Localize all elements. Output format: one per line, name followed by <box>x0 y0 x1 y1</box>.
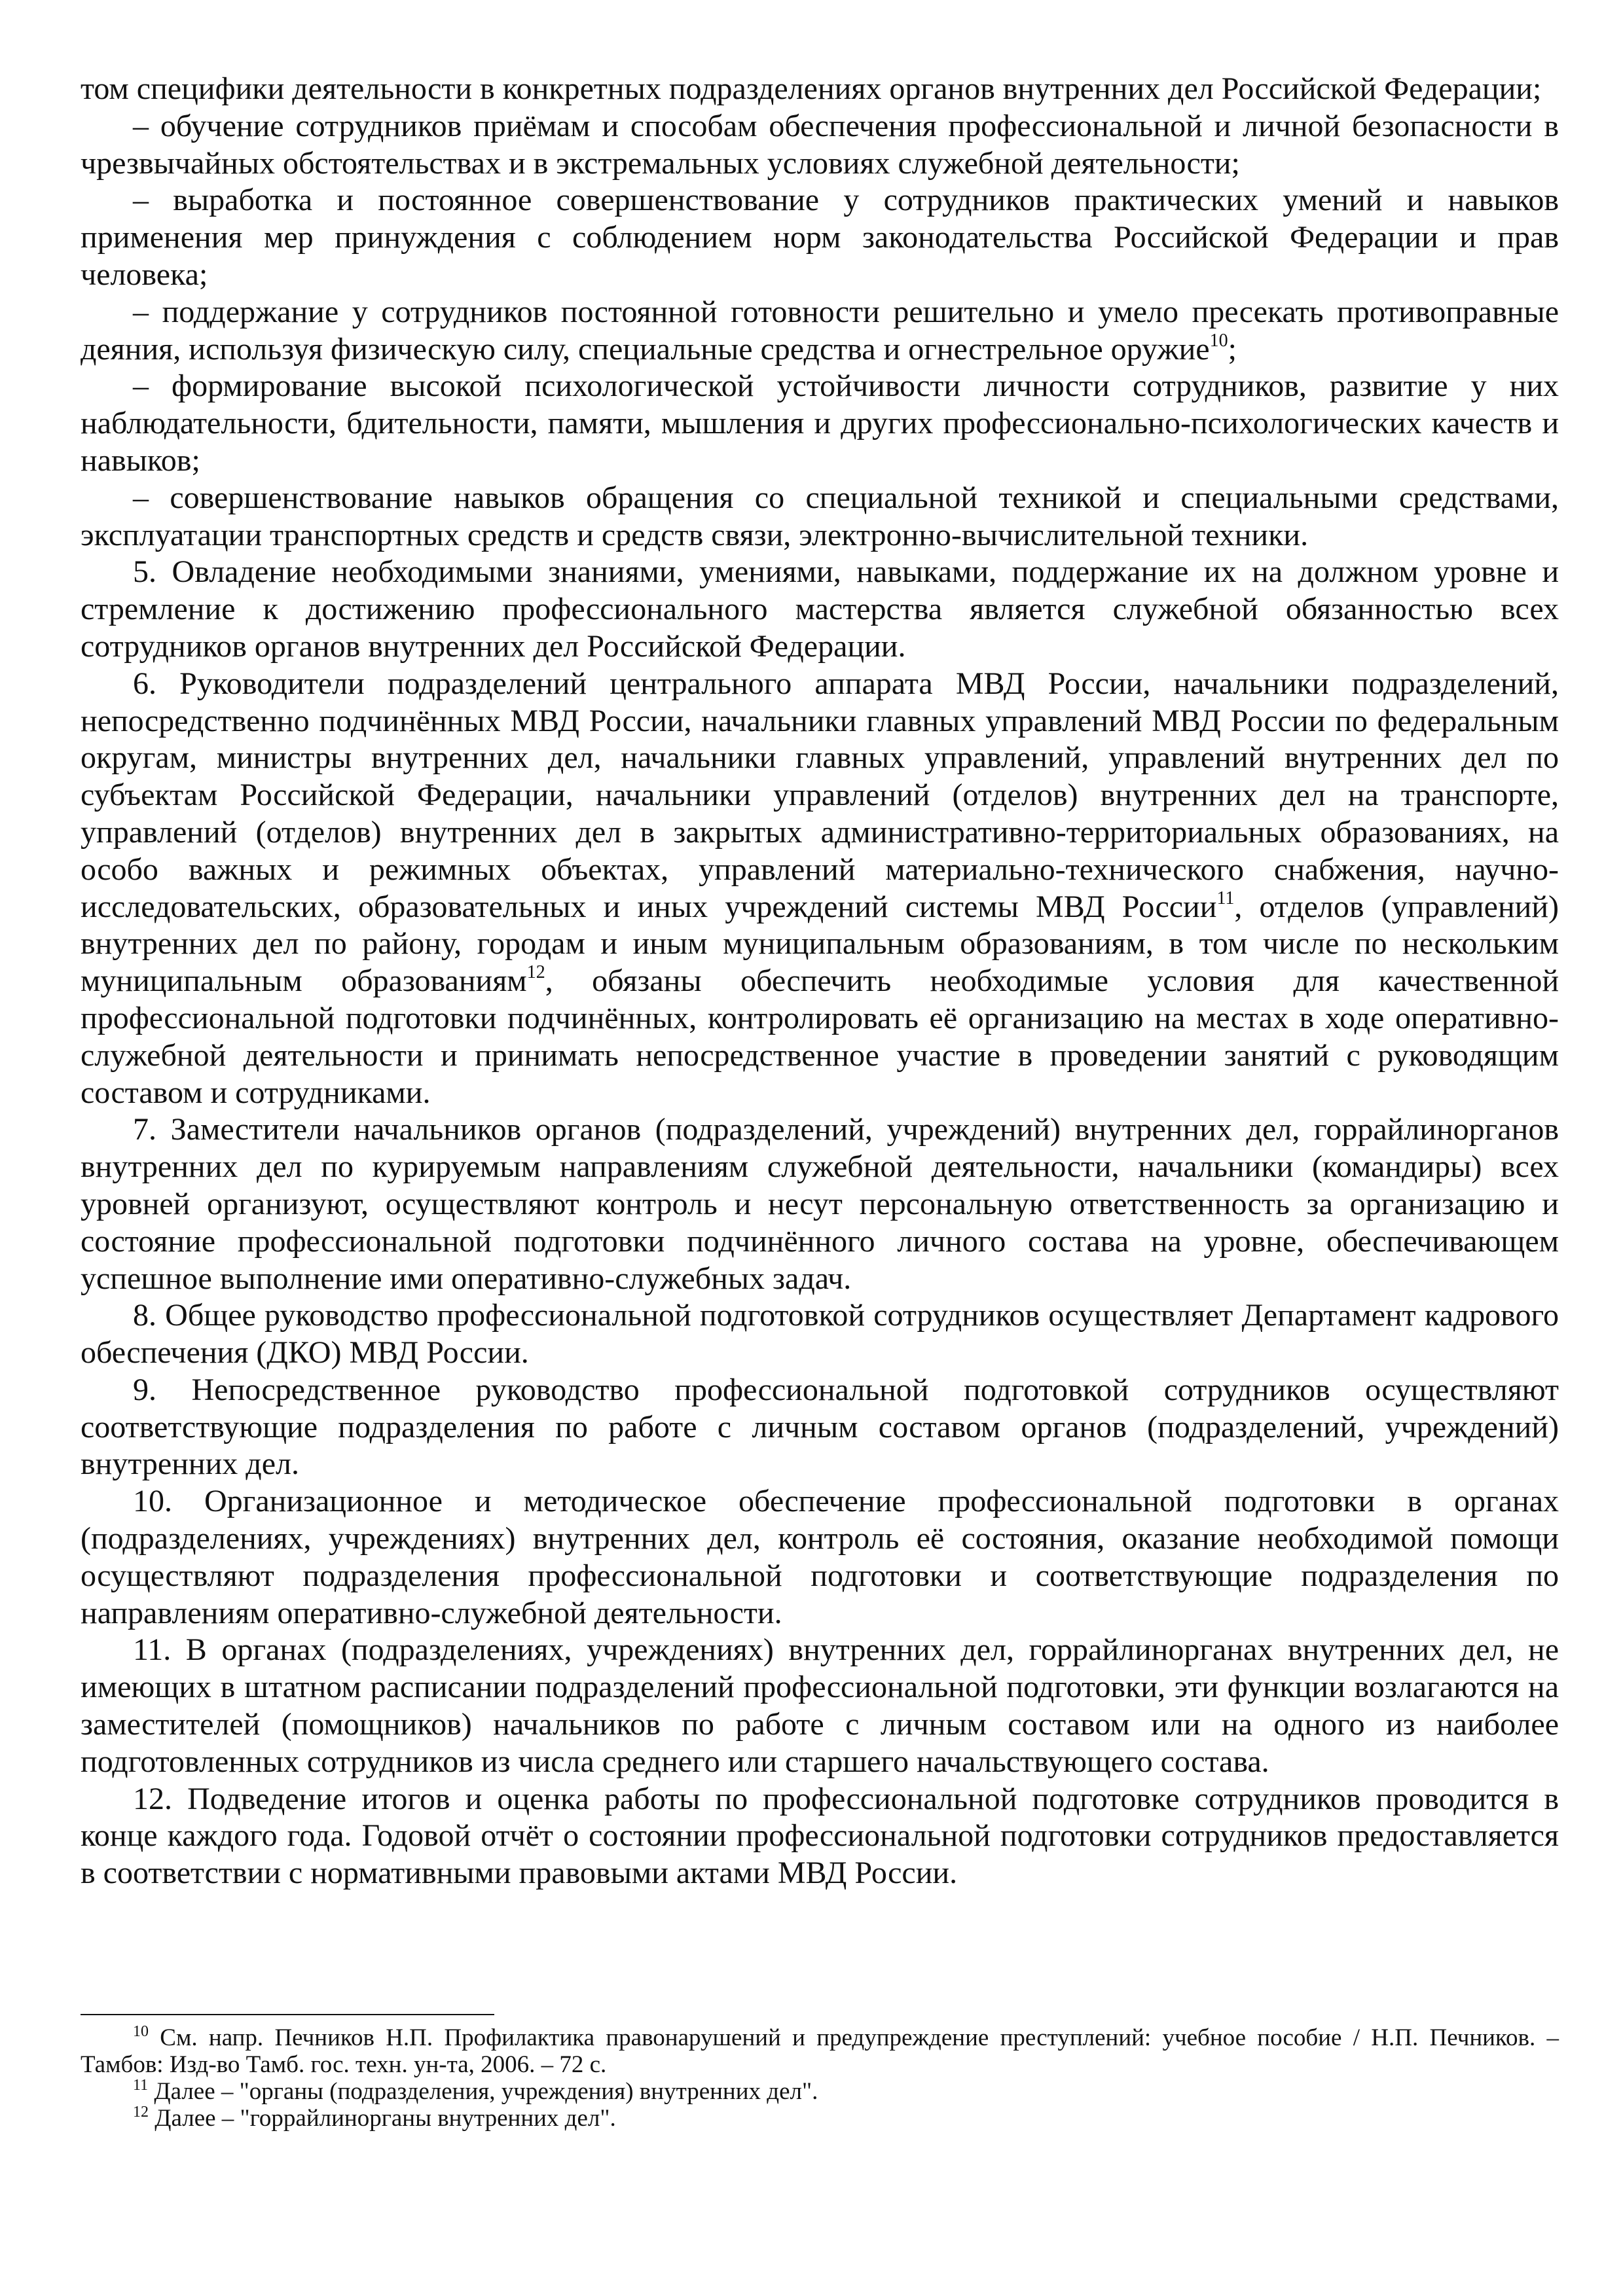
paragraph-9: 9. Непосредственное руководство профессиональной подготовкой сотрудников осуществляют соответствующие подразделения по работе с личным составом органов (подразделений, учреждений) внутренних дел. <box>81 1372 1559 1482</box>
paragraph-6-part-b: , отделов (управлений) внутренних дел по району, городам и иным муниципальным образованиям, в том числе по нескольким муниципальным образованиям <box>81 889 1559 999</box>
list-item-safety-training: – обучение сотрудников приёмам и способам обеспечения профессиональной и личной безопасности в чрезвычайных обстоятельствах и в экстремальных условиях служебной деятельности; <box>81 108 1559 181</box>
punctuation: ; <box>1228 331 1237 367</box>
paragraph-11: 11. В органах (подразделениях, учреждениях) внутренних дел, горрайлинорганах внутренних дел, не имеющих в штатном расписании подразделений профессиональной подготовки, эти функции возлагаются на заместителей (помощников) начальников по работе с личным составом или на одного из наиболее подготовленных сотрудников из числа среднего или старшего начальствующего состава. <box>81 1632 1559 1779</box>
paragraph-8: 8. Общее руководство профессиональной подготовкой сотрудников осуществляет Департамент кадрового обеспечения (ДКО) МВД России. <box>81 1298 1559 1371</box>
list-item-coercion-skills: – выработка и постоянное совершенствование у сотрудников практических умений и навыков применения мер принуждения с соблюдением норм законодательства Российской Федерации и прав человека; <box>81 183 1559 292</box>
footnote-ref-12[interactable]: 12 <box>526 962 545 983</box>
paragraph-7: 7. Заместители начальников органов (подразделений, учреждений) внутренних дел, горрайлинорганов внутренних дел по курируемым направлениям служебной деятельности, начальники (командиры) всех уровней организуют, осуществляют контроль и несут персональную ответственность за организацию и состояние профессиональной подготовки подчинённого личного состава на уровне, обеспечивающем успешное выполнение ими оперативно-служебных задач. <box>81 1112 1559 1296</box>
footnote-ref-10[interactable]: 10 <box>1209 330 1228 351</box>
footnote-ref-11[interactable]: 11 <box>1216 888 1235 908</box>
footnote-12 <box>81 2105 1559 2132</box>
footnote-separator <box>81 2014 494 2015</box>
paragraph-5: 5. Овладение необходимыми знаниями, умениями, навыками, поддержание их на должном уровне и стремление к достижению профессионального мастерства является служебной обязанностью всех сотрудников органов внутренних дел Российской Федерации. <box>81 554 1559 664</box>
paragraph-6-part-a: 6. Руководители подразделений центрального аппарата МВД России, начальники подразделений, непосредственно подчинённых МВД России, начальники главных управлений МВД России по федеральным округам, министры внутренних дел, начальники главных управлений, управлений внутренних дел по субъектам Российской Федерации, начальники управлений (отделов) внутренних дел на транспорте, управлений (отделов) внутренних дел в закрытых административно-территориальных образованиях, на особо важных и режимных объектах, управлений материально-технического снабжения, научно-исследовательских, образовательных и иных учреждений системы МВД России <box>81 666 1559 924</box>
list-item-readiness <box>81 294 1559 368</box>
footnote-text: См. напр. Печников Н.П. Профилактика правонарушений и предупреждение преступлений: учебное пособие / Н.П. Печников. – Тамбов: Изд-во Тамб. гос. техн. ун-та, 2006. – 72 с. <box>81 2024 1559 2078</box>
paragraph-6 <box>81 666 1559 1112</box>
footnote-number: 11 <box>133 2077 149 2094</box>
footnote-10 <box>81 2024 1559 2078</box>
footnote-number: 12 <box>133 2104 149 2121</box>
footnote-11 <box>81 2078 1559 2105</box>
paragraph-12: 12. Подведение итогов и оценка работы по профессиональной подготовке сотрудников проводится в конце каждого года. Годовой отчёт о состоянии профессиональной подготовки сотрудников предоставляется в соответствии с нормативными правовыми актами МВД России. <box>81 1781 1559 1891</box>
footnote-text: Далее – "горрайлинорганы внутренних дел". <box>155 2105 616 2132</box>
list-item-readiness-text: – поддержание у сотрудников постоянной готовности решительно и умело пресекать противоправные деяния, используя физическую силу, специальные средства и огнестрельное оружие <box>81 294 1559 367</box>
list-item-technical-skills: – совершенствование навыков обращения со специальной техникой и специальными средствами, эксплуатации транспортных средств и средств связи, электронно-вычислительной техники. <box>81 480 1559 552</box>
footnote-text: Далее – "органы (подразделения, учреждения) внутренних дел". <box>154 2078 818 2105</box>
list-item-psychological-stability: – формирование высокой психологической устойчивости личности сотрудников, развитие у них наблюдательности, бдительности, памяти, мышления и других профессионально-психологических качеств и навыков; <box>81 368 1559 478</box>
footnotes <box>81 2024 1559 2132</box>
paragraph-6-part-c: , обязаны обеспечить необходимые условия для качественной профессиональной подготовки подчинённых, контролировать её организацию на местах в ходе оперативно-служебной деятельности и принимать непосредственное участие в проведении занятий с руководящим составом и сотрудниками. <box>81 963 1559 1110</box>
paragraph-10: 10. Организационное и методическое обеспечение профессиональной подготовки в органах (подразделениях, учреждениях) внутренних дел, контроль её состояния, оказание необходимой помощи осуществляют подразделения профессиональной подготовки и соответствующие подразделения по направлениям оперативно-служебной деятельности. <box>81 1484 1559 1630</box>
document-body <box>81 71 1559 1892</box>
paragraph-continuation: том специфики деятельности в конкретных подразделениях органов внутренних дел Российской Федерации; <box>81 71 1542 106</box>
footnote-number: 10 <box>133 2023 149 2040</box>
